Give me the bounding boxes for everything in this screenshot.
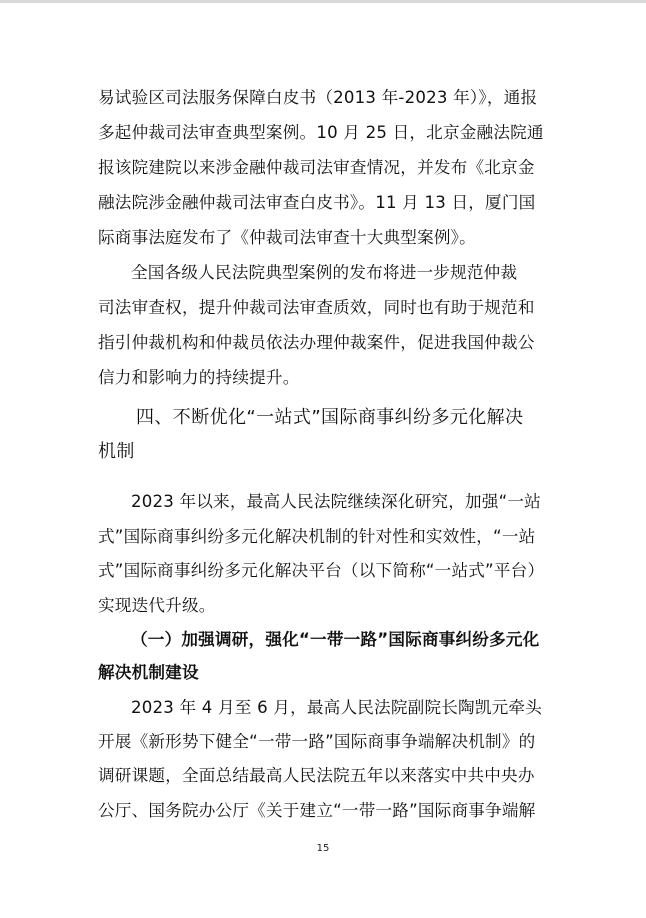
body-line: 司法审查权，提升仲裁司法审查质效，同时也有助于规范和 — [98, 298, 535, 317]
body-line: 际商事法庭发布了《仲裁司法审查十大典型案例》。 — [98, 228, 476, 247]
body-line: 公厅、国务院办公厅《关于建立“一带一路”国际商事争端解 — [98, 801, 536, 820]
subsection-heading: （一）加强调研，强化“一带一路”国际商事纠纷多元化 — [131, 630, 540, 649]
body-line: 融法院涉金融仲裁司法审查白皮书》。11 月 13 日，厦门国 — [98, 193, 536, 212]
body-line: 式”国际商事纠纷多元化解决机制的针对性和实效性，“一站 — [98, 527, 536, 546]
body-line: 实现迭代升级。 — [98, 596, 216, 615]
body-line: 信力和影响力的持续提升。 — [98, 368, 300, 387]
body-line: 式”国际商事纠纷多元化解决平台（以下简称“一站式”平台） — [98, 561, 545, 580]
body-line: 调研课题，全面总结最高人民法院五年以来落实中共中央办 — [98, 766, 535, 785]
section-heading: 四、不断优化“一站式”国际商事纠纷多元化解决 — [136, 407, 524, 428]
body-line: 指引仲裁机构和仲裁员依法办理仲裁案件，促进我国仲裁公 — [98, 333, 535, 352]
body-line: 开展《新形势下健全“一带一路”国际商事争端解决机制》的 — [98, 732, 536, 751]
body-line: 易试验区司法服务保障白皮书（2013 年-2023 年）》，通报 — [98, 88, 538, 107]
body-line: 报该院建院以来涉金融仲裁司法审查情况，并发布《北京金 — [98, 158, 535, 177]
section-heading-continued: 机制 — [98, 441, 135, 462]
body-line: 多起仲裁司法审查典型案例。10 月 25 日，北京金融法院通 — [98, 123, 544, 142]
body-line: 2023 年 4 月至 6 月，最高人民法院副院长陶凯元牵头 — [131, 698, 542, 717]
subsection-heading-continued: 解决机制建设 — [98, 663, 199, 682]
body-line: 全国各级人民法院典型案例的发布将进一步规范仲裁 — [131, 263, 518, 282]
page-number: 15 — [316, 843, 330, 854]
body-line: 2023 年以来，最高人民法院继续深化研究，加强“一站 — [131, 492, 541, 511]
